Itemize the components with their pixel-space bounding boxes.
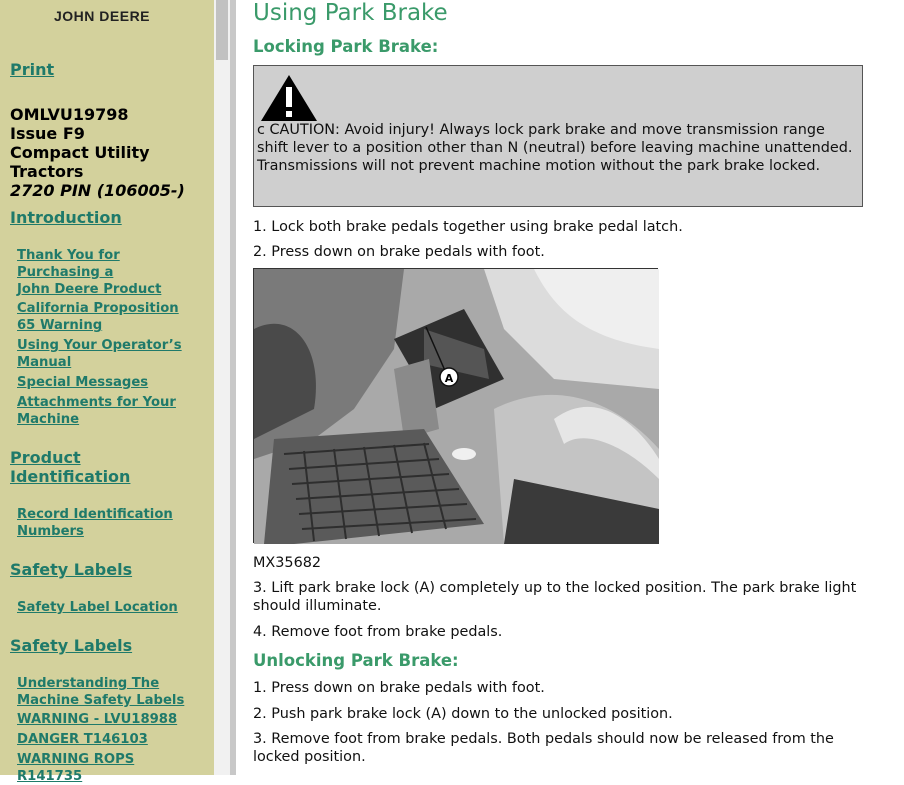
warning-triangle-icon bbox=[259, 73, 319, 123]
brake-pedal-photo bbox=[253, 268, 658, 543]
nav-record-id-numbers[interactable]: Record Identification bbox=[17, 507, 173, 522]
nav-record-id-numbers[interactable]: Numbers bbox=[17, 524, 84, 539]
page-title: Using Park Brake bbox=[253, 0, 448, 26]
nav-danger-t146103[interactable]: DANGER T146103 bbox=[17, 732, 148, 747]
product-line-2: Tractors bbox=[10, 162, 84, 181]
frame-divider[interactable] bbox=[230, 0, 236, 775]
nav-using-manual[interactable]: Manual bbox=[17, 355, 72, 370]
callout-a: A bbox=[444, 372, 454, 385]
sidebar-nav bbox=[0, 0, 214, 784]
unlock-step-3: 3. Remove foot from brake pedals. Both pedals should now be released from the locked position. bbox=[253, 731, 834, 765]
nav-warning-lvu18988[interactable]: WARNING - LVU18988 bbox=[17, 712, 178, 727]
nav-safety-labels-2[interactable]: Safety Labels bbox=[10, 636, 133, 655]
nav-thank-you[interactable]: John Deere Product bbox=[17, 282, 162, 297]
nav-warning-rops[interactable]: WARNING ROPS bbox=[17, 752, 135, 767]
nav-thank-you[interactable]: Purchasing a bbox=[17, 265, 114, 280]
product-line-1: Compact Utility bbox=[10, 143, 150, 162]
model-pin: 2720 PIN (106005-) bbox=[10, 181, 185, 200]
nav-special-messages[interactable]: Special Messages bbox=[17, 375, 149, 390]
nav-attachments[interactable]: Attachments for Your bbox=[17, 395, 176, 410]
lock-step-4: 4. Remove foot from brake pedals. bbox=[253, 624, 503, 640]
caution-text: c CAUTION: Avoid injury! Always lock park brake and move transmission range shift lever to a position other than N (neutral) before leaving machine unattended. Transmissions will not prevent machine motion without the park brake locked. bbox=[257, 122, 853, 174]
unlocking-heading: Unlocking Park Brake: bbox=[253, 651, 459, 670]
nav-california-prop-65[interactable]: California Proposition bbox=[17, 301, 179, 316]
nav-safety-labels[interactable]: Safety Labels bbox=[10, 560, 133, 579]
brake-pedal-image bbox=[254, 269, 659, 544]
john-deere-logo: JOHN DEERE bbox=[54, 8, 151, 24]
issue-number: Issue F9 bbox=[10, 124, 85, 143]
nav-safety-label-location[interactable]: Safety Label Location bbox=[17, 600, 178, 615]
nav-product-identification[interactable]: Product bbox=[10, 448, 81, 467]
unlock-step-1: 1. Press down on brake pedals with foot. bbox=[253, 680, 545, 696]
lock-step-3: 3. Lift park brake lock (A) completely up to the locked position. The park brake light should illuminate. bbox=[253, 580, 857, 614]
nav-using-manual[interactable]: Using Your Operator’s bbox=[17, 338, 182, 353]
nav-introduction[interactable]: Introduction bbox=[10, 208, 122, 227]
nav-thank-you[interactable]: Thank You for bbox=[17, 248, 120, 263]
doc-number: OMLVU19798 bbox=[10, 105, 129, 124]
unlock-step-2: 2. Push park brake lock (A) down to the unlocked position. bbox=[253, 706, 673, 722]
lock-step-2: 2. Press down on brake pedals with foot. bbox=[253, 244, 545, 260]
nav-warning-rops[interactable]: R141735 bbox=[17, 769, 83, 784]
nav-understanding-labels[interactable]: Understanding The bbox=[17, 676, 160, 691]
nav-california-prop-65[interactable]: 65 Warning bbox=[17, 318, 103, 333]
caution-box bbox=[253, 65, 863, 207]
sidebar-scrollbar[interactable] bbox=[214, 0, 230, 775]
locking-heading: Locking Park Brake: bbox=[253, 37, 439, 56]
nav-product-identification[interactable]: Identification bbox=[10, 467, 131, 486]
lock-step-1: 1. Lock both brake pedals together using brake pedal latch. bbox=[253, 219, 683, 235]
nav-attachments[interactable]: Machine bbox=[17, 412, 80, 427]
print-link[interactable]: Print bbox=[10, 60, 55, 79]
scrollbar-thumb[interactable] bbox=[216, 0, 228, 60]
image-caption: MX35682 bbox=[253, 555, 322, 571]
nav-understanding-labels[interactable]: Machine Safety Labels bbox=[17, 693, 185, 708]
